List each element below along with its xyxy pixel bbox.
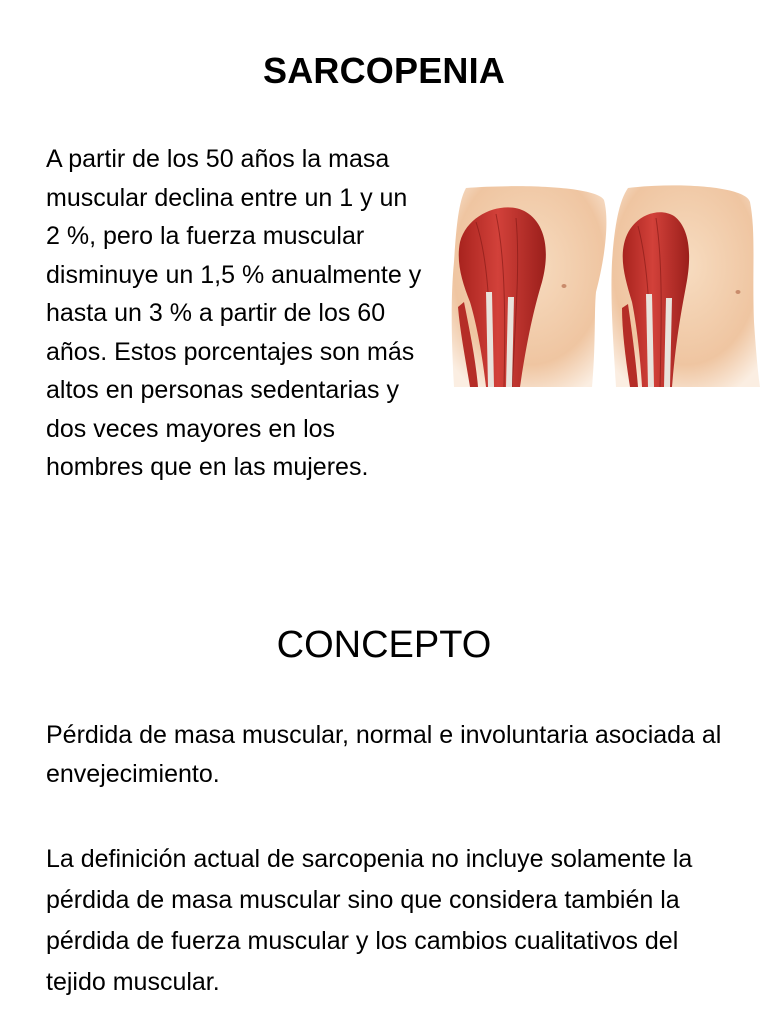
concept-paragraph-1: Pérdida de masa muscular, normal e involuntaria asociada al envejecimiento. xyxy=(46,721,722,788)
page-title: SARCOPENIA xyxy=(262,50,506,91)
right-arm-figure xyxy=(611,185,760,387)
arm-muscle-illustration xyxy=(446,182,764,394)
intro-paragraph: A partir de los 50 años la masa muscular declina entre un 1 y un 2 %, pero la fuerza muscular disminuye un 1,5 % anualmente y hasta un 3 % a partir de los 60 años. Estos porcentajes son más altos en personas sedentarias y dos veces mayores en los hombres que en las mujeres. xyxy=(46,145,422,481)
left-arm-figure xyxy=(452,186,607,387)
concept-paragraph-2: La definición actual de sarcopenia no incluye solamente la pérdida de masa muscular sino que considera también la pérdida de fuerza muscular y los cambios cualitativos del tejido muscular. xyxy=(46,845,693,996)
section-title-concepto: CONCEPTO xyxy=(276,624,492,666)
